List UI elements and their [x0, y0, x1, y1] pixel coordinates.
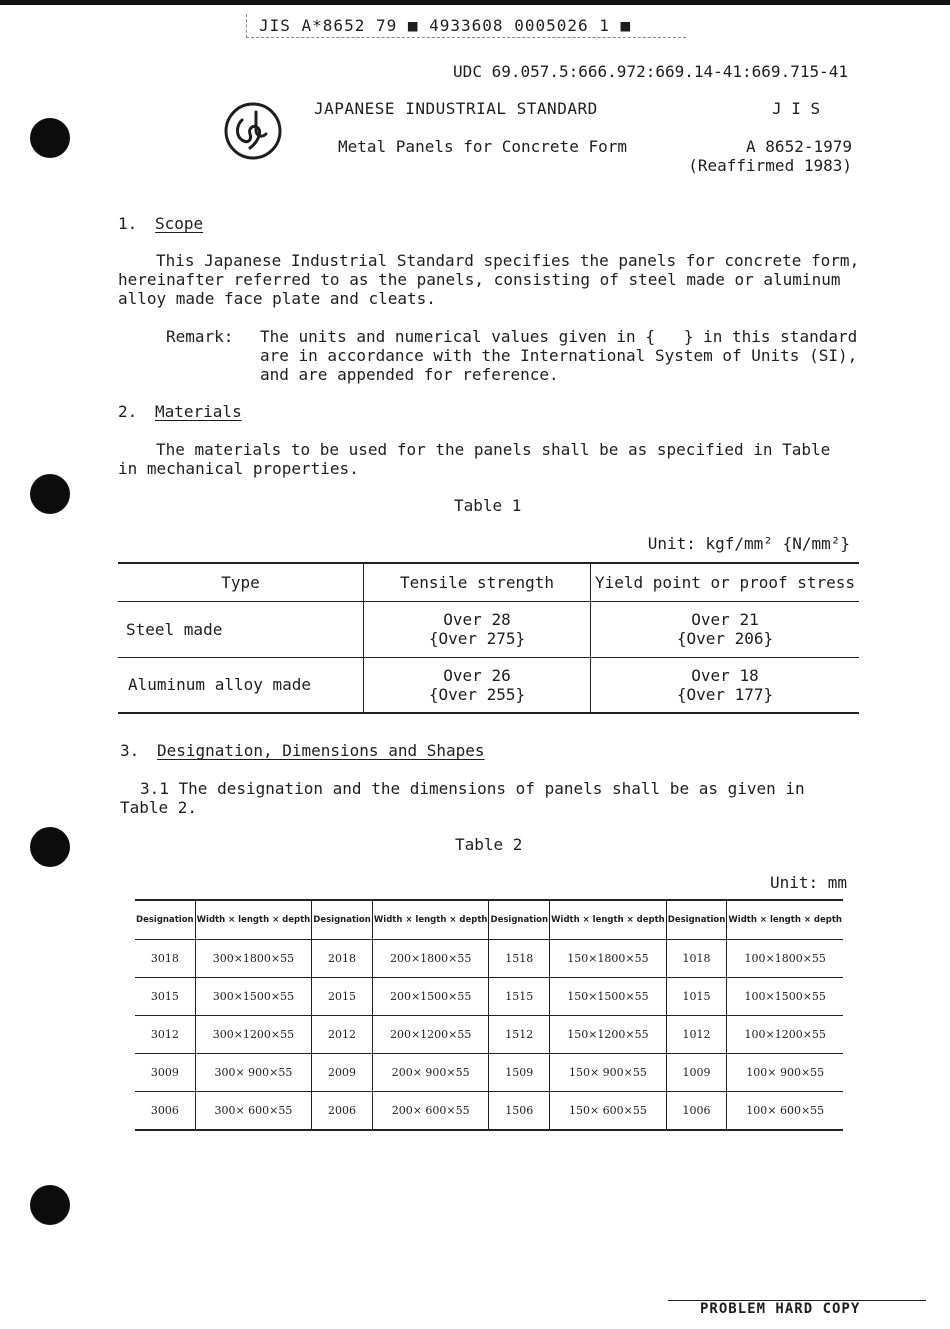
designation-cell: 1512 — [489, 1016, 550, 1054]
designation-cell: 2018 — [312, 940, 373, 978]
materials-paragraph: The materials to be used for the panels shall be as specified in Table in mechanical properties. — [118, 440, 831, 478]
designation-cell: 1518 — [489, 940, 550, 978]
tensile-strength-cell — [364, 601, 591, 657]
designation-paragraph: 3.1 The designation and the dimensions of panels shall be as given in Table 2. — [120, 779, 805, 817]
yield-si-value: {Over 206} — [676, 629, 774, 648]
section-2-title: Materials — [155, 402, 242, 421]
doc-title: Metal Panels for Concrete Form — [338, 137, 627, 156]
dimension-cell: 300×1200×55 — [195, 1016, 312, 1054]
designation-cell: 3012 — [135, 1016, 195, 1054]
jis-logo — [222, 100, 284, 162]
punch-hole — [30, 474, 70, 514]
dimension-cell: 200×1500×55 — [372, 978, 489, 1016]
table-2-header-cell: Width × length × depth — [550, 900, 667, 940]
table-1 — [118, 562, 859, 714]
table-2-caption: Table 2 — [455, 835, 523, 854]
dimension-cell: 300× 900×55 — [195, 1054, 312, 1092]
section-3-number: 3. — [120, 741, 140, 760]
designation-cell: 1009 — [666, 1054, 727, 1092]
table-2-header-cell: Designation — [312, 900, 373, 940]
designation-cell: 1006 — [666, 1092, 727, 1130]
table-1-caption: Table 1 — [454, 496, 522, 515]
designation-cell: 2006 — [312, 1092, 373, 1130]
material-type: Aluminum alloy made — [118, 657, 364, 713]
table-2 — [135, 899, 843, 1131]
material-type: Steel made — [118, 601, 364, 657]
yield-value: Over 21 — [691, 610, 759, 629]
tensile-value: Over 26 — [443, 665, 511, 685]
punch-hole — [30, 1185, 70, 1225]
dimension-cell: 100×1800×55 — [727, 940, 843, 978]
punch-hole — [30, 118, 70, 158]
designation-cell: 1509 — [489, 1054, 550, 1092]
dimension-cell: 150× 600×55 — [550, 1092, 667, 1130]
header-code-line: JIS A*8652 79 ■ 4933608 0005026 1 ■ — [246, 14, 686, 38]
designation-cell: 2015 — [312, 978, 373, 1016]
scope-paragraph: This Japanese Industrial Standard specifies the panels for concrete form, hereinafter referred to as the panels, consisting of steel made or aluminum alloy made face plate and cleats. — [118, 251, 860, 308]
dimension-cell: 100×1200×55 — [727, 1016, 843, 1054]
yield-value: Over 18 — [691, 665, 759, 685]
table-2-unit: Unit: mm — [769, 873, 847, 892]
top-border — [0, 0, 950, 5]
designation-cell: 1015 — [666, 978, 727, 1016]
table-2-header-cell: Designation — [489, 900, 550, 940]
section-2-number: 2. — [118, 402, 138, 421]
jis-label: J I S — [772, 99, 821, 118]
table-2-header-cell: Width × length × depth — [372, 900, 489, 940]
dimension-cell: 150×1500×55 — [550, 978, 667, 1016]
table-row — [118, 657, 859, 713]
table-2-header-cell: Width × length × depth — [195, 900, 312, 940]
table-2-header-row — [135, 900, 843, 940]
dimension-cell: 150×1800×55 — [550, 940, 667, 978]
tensile-value: Over 28 — [443, 610, 511, 629]
table-row — [135, 978, 843, 1016]
table-1-header-cell: Tensile strength — [364, 563, 591, 601]
yield-stress-cell — [591, 601, 860, 657]
dimension-cell: 150×1200×55 — [550, 1016, 667, 1054]
table-row — [135, 1054, 843, 1092]
dimension-cell: 200× 600×55 — [372, 1092, 489, 1130]
dimension-cell: 150× 900×55 — [550, 1054, 667, 1092]
problem-hard-copy-stamp: PROBLEM HARD COPY — [700, 1301, 861, 1317]
designation-cell: 3018 — [135, 940, 195, 978]
dimension-cell: 100× 900×55 — [727, 1054, 843, 1092]
yield-stress-cell — [591, 657, 860, 713]
dimension-cell: 300×1800×55 — [195, 940, 312, 978]
designation-cell: 1515 — [489, 978, 550, 1016]
table-2-header-cell: Designation — [666, 900, 727, 940]
dimension-cell: 300× 600×55 — [195, 1092, 312, 1130]
table-2-header-cell: Designation — [135, 900, 195, 940]
designation-cell: 3015 — [135, 978, 195, 1016]
dimension-cell: 100×1500×55 — [727, 978, 843, 1016]
table-2-header-cell: Width × length × depth — [728, 915, 842, 925]
table-row — [135, 1016, 843, 1054]
standard-number: A 8652-1979 — [746, 137, 852, 156]
udc-number: UDC 69.057.5:666.972:669.14-41:669.715-41 — [453, 62, 848, 81]
dimension-cell: 300×1500×55 — [195, 978, 312, 1016]
remark-text: The units and numerical values given in { } in this standard are in accordance with the International System of Units (SI), and are appended for reference. — [260, 327, 858, 384]
table-row — [135, 940, 843, 978]
remark-label: Remark: — [166, 327, 234, 346]
table-1-header-cell: Yield point or proof stress — [594, 572, 856, 592]
tensile-si-value: {Over 255} — [428, 684, 526, 704]
table-row — [135, 1092, 843, 1130]
dimension-cell: 200× 900×55 — [372, 1054, 489, 1092]
designation-cell: 1018 — [666, 940, 727, 978]
reaffirmed-date: (Reaffirmed 1983) — [688, 156, 852, 175]
designation-cell: 1506 — [489, 1092, 550, 1130]
designation-cell: 2012 — [312, 1016, 373, 1054]
dimension-cell: 100× 600×55 — [727, 1092, 843, 1130]
designation-cell: 3006 — [135, 1092, 195, 1130]
designation-cell: 3009 — [135, 1054, 195, 1092]
org-title: JAPANESE INDUSTRIAL STANDARD — [314, 99, 598, 118]
section-1-number: 1. — [118, 214, 138, 233]
table-1-unit: Unit: kgf/mm² {N/mm²} — [647, 534, 850, 553]
dimension-cell: 200×1200×55 — [372, 1016, 489, 1054]
designation-cell: 1012 — [666, 1016, 727, 1054]
yield-si-value: {Over 177} — [676, 684, 774, 704]
designation-cell: 2009 — [312, 1054, 373, 1092]
table-1-header-row — [118, 563, 859, 601]
table-row — [118, 601, 859, 657]
table-1-header-cell: Type — [118, 563, 364, 601]
punch-hole — [30, 827, 70, 867]
section-1-title: Scope — [155, 214, 204, 233]
tensile-si-value: {Over 275} — [428, 629, 526, 648]
tensile-strength-cell — [364, 657, 591, 713]
dimension-cell: 200×1800×55 — [372, 940, 489, 978]
section-3-title: Designation, Dimensions and Shapes — [157, 741, 485, 760]
